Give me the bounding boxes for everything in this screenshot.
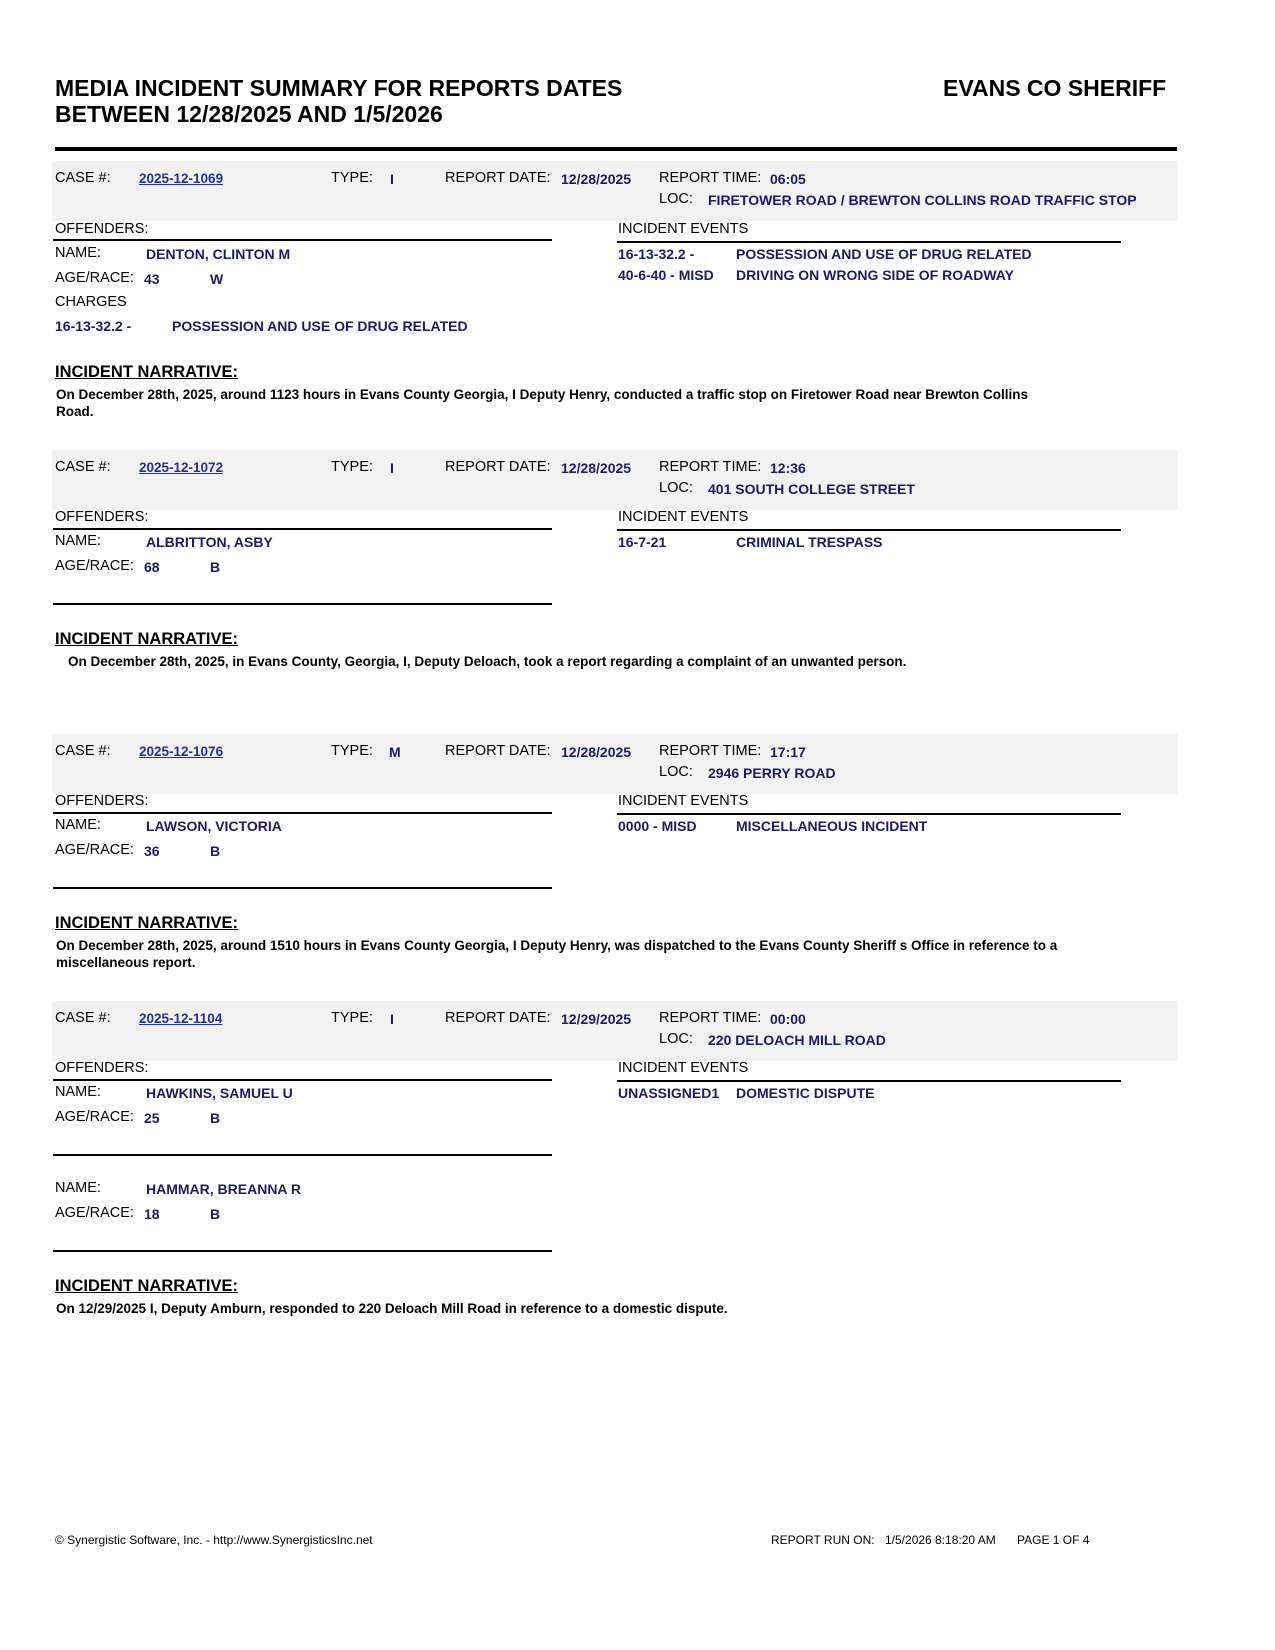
event-description: POSSESSION AND USE OF DRUG RELATED [736,246,1032,262]
event-code: UNASSIGNED1 [618,1085,720,1101]
event-code: 0000 - MISD [618,818,697,834]
report-time-value: 12:36 [770,460,806,476]
report-time-value: 06:05 [770,171,806,187]
age-race-label: AGE/RACE: [55,558,134,574]
name-label: NAME: [55,1180,101,1196]
report-time-label: REPORT TIME: [659,170,762,186]
offender-name: DENTON, CLINTON M [146,246,291,262]
offenders-rule [53,1079,552,1081]
case-number-link[interactable]: 2025-12-1076 [139,744,224,759]
event-description: DOMESTIC DISPUTE [736,1085,875,1101]
report-title-line2: BETWEEN 12/28/2025 AND 1/5/2026 [55,101,443,127]
case-number-link[interactable]: 2025-12-1069 [139,171,224,186]
offender-age: 25 [144,1110,160,1126]
charges-label: CHARGES [55,294,127,310]
narrative-heading: INCIDENT NARRATIVE: [55,630,239,648]
report-run-label: REPORT RUN ON: [771,1533,875,1547]
offender-separator [53,603,552,605]
case-number-link[interactable]: 2025-12-1072 [139,460,224,475]
report-time-label: REPORT TIME: [659,743,762,759]
narrative-heading: INCIDENT NARRATIVE: [55,363,239,381]
event-description: MISCELLANEOUS INCIDENT [736,818,928,834]
loc-label: LOC: [659,191,693,207]
type-label: TYPE: [331,1010,373,1026]
event-code: 16-7-21 [618,534,667,550]
offender-race: B [210,559,221,575]
name-label: NAME: [55,1084,101,1100]
copyright-text: © Synergistic Software, Inc. - http://www.SynergisticsInc.net [55,1533,373,1547]
case-header-band [52,1001,1178,1061]
case-header-band [52,734,1178,794]
offender-age: 43 [144,271,160,287]
name-label: NAME: [55,245,101,261]
offender-race: W [210,271,224,287]
offender-age: 36 [144,843,160,859]
report-time-label: REPORT TIME: [659,1010,762,1026]
incident-events-label: INCIDENT EVENTS [618,793,749,809]
offender-race: B [210,843,221,859]
loc-value: 220 DELOACH MILL ROAD [708,1032,886,1048]
loc-value: 401 SOUTH COLLEGE STREET [708,481,915,497]
case-number-label: CASE #: [55,170,111,186]
events-rule [617,1080,1121,1082]
offender-name: HAWKINS, SAMUEL U [146,1085,293,1101]
offender-race: B [210,1206,221,1222]
case-header-band [52,161,1178,221]
offenders-rule [53,812,552,814]
offenders-label: OFFENDERS: [55,509,149,525]
incident-events-label: INCIDENT EVENTS [618,1060,749,1076]
report-date-value: 12/28/2025 [561,460,632,476]
type-label: TYPE: [331,170,373,186]
event-code: 40-6-40 - MISD [618,267,714,283]
age-race-label: AGE/RACE: [55,270,134,286]
report-date-label: REPORT DATE: [445,170,551,186]
name-label: NAME: [55,533,101,549]
loc-label: LOC: [659,764,693,780]
report-title-line1: MEDIA INCIDENT SUMMARY FOR REPORTS DATES [55,75,623,101]
report-run-value: 1/5/2026 8:18:20 AM [885,1533,996,1547]
report-time-value: 17:17 [770,744,806,760]
agency-name: EVANS CO SHERIFF [943,75,1167,101]
offender-separator [53,1154,552,1156]
event-code: 16-13-32.2 - [618,246,695,262]
narrative-heading: INCIDENT NARRATIVE: [55,1277,239,1295]
narrative-text: On December 28th, 2025, around 1123 hours in Evans County Georgia, I Deputy Henry, conducted a traffic stop on Firetower Road near Brewton Collins Road. [56,387,1028,419]
report-date-value: 12/29/2025 [561,1011,632,1027]
events-rule [617,813,1121,815]
age-race-label: AGE/RACE: [55,1109,134,1125]
narrative-heading: INCIDENT NARRATIVE: [55,914,239,932]
incident-events-label: INCIDENT EVENTS [618,509,749,525]
report-date-value: 12/28/2025 [561,744,632,760]
header-rule [55,147,1177,151]
case-number-label: CASE #: [55,459,111,475]
loc-value: FIRETOWER ROAD / BREWTON COLLINS ROAD TRAFFIC STOP [708,192,1137,208]
report-date-value: 12/28/2025 [561,171,632,187]
offender-name: LAWSON, VICTORIA [146,818,282,834]
offenders-rule [53,528,552,530]
loc-value: 2946 PERRY ROAD [708,765,836,781]
age-race-label: AGE/RACE: [55,842,134,858]
offender-separator [53,1250,552,1252]
events-rule [617,241,1121,243]
loc-label: LOC: [659,480,693,496]
report-date-label: REPORT DATE: [445,1010,551,1026]
event-description: CRIMINAL TRESPASS [736,534,883,550]
offenders-label: OFFENDERS: [55,1060,149,1076]
charge-code: 16-13-32.2 - [55,318,132,334]
case-number-label: CASE #: [55,743,111,759]
type-value: I [390,1011,394,1027]
narrative-text: On December 28th, 2025, in Evans County, Georgia, I, Deputy Deloach, took a report regarding a complaint of an unwanted person. [68,654,907,669]
report-date-label: REPORT DATE: [445,743,551,759]
offenders-rule [53,239,552,241]
events-rule [617,529,1121,531]
type-value: M [389,744,401,760]
offender-age: 68 [144,559,160,575]
case-header-band [52,450,1178,510]
type-value: I [390,171,394,187]
report-time-label: REPORT TIME: [659,459,762,475]
loc-label: LOC: [659,1031,693,1047]
event-description: DRIVING ON WRONG SIDE OF ROADWAY [736,267,1014,283]
offender-separator [53,887,552,889]
type-label: TYPE: [331,743,373,759]
offender-race: B [210,1110,221,1126]
offender-name: ALBRITTON, ASBY [146,534,273,550]
offender-age: 18 [144,1206,160,1222]
narrative-text: On December 28th, 2025, around 1510 hours in Evans County Georgia, I Deputy Henry, was dispatched to the Evans County Sheriff s Office in reference to a miscellaneous report. [56,938,1058,970]
offenders-label: OFFENDERS: [55,221,149,237]
name-label: NAME: [55,817,101,833]
type-value: I [390,460,394,476]
age-race-label: AGE/RACE: [55,1205,134,1221]
case-number-label: CASE #: [55,1010,111,1026]
charge-description: POSSESSION AND USE OF DRUG RELATED [172,318,468,334]
report-date-label: REPORT DATE: [445,459,551,475]
offenders-label: OFFENDERS: [55,793,149,809]
page-indicator: PAGE 1 OF 4 [1017,1533,1090,1547]
incident-events-label: INCIDENT EVENTS [618,221,749,237]
report-time-value: 00:00 [770,1011,806,1027]
offender-name: HAMMAR, BREANNA R [146,1181,302,1197]
case-number-link[interactable]: 2025-12-1104 [139,1011,223,1026]
narrative-text: On 12/29/2025 I, Deputy Amburn, responded to 220 Deloach Mill Road in reference to a domestic dispute. [56,1301,728,1316]
type-label: TYPE: [331,459,373,475]
